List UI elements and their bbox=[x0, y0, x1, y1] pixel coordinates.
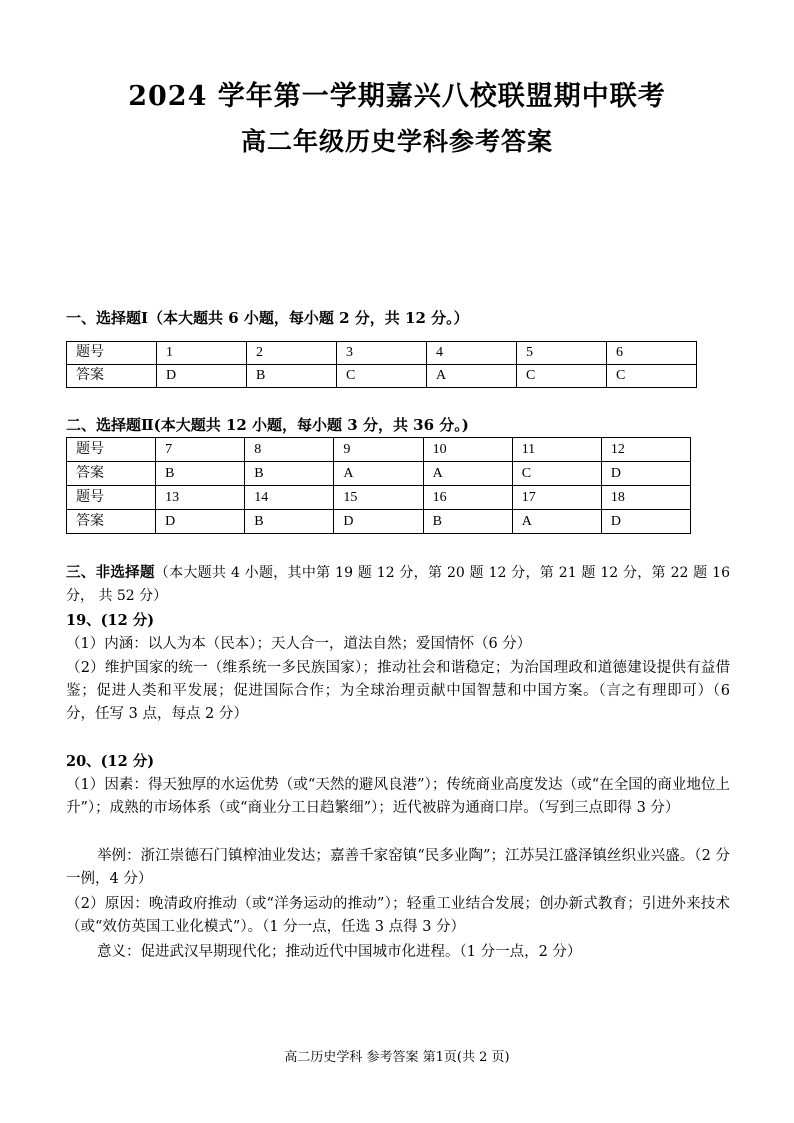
table-cell: 6 bbox=[607, 342, 697, 365]
table-cell: 18 bbox=[601, 486, 690, 510]
table-row bbox=[67, 365, 697, 388]
table-cell: C bbox=[337, 365, 427, 388]
table-cell: D bbox=[157, 365, 247, 388]
table-cell: 题号 bbox=[67, 438, 156, 462]
table-cell: B bbox=[247, 365, 337, 388]
q19-title: 19、(12 分) bbox=[66, 612, 155, 629]
table-cell: B bbox=[245, 462, 334, 486]
table-cell: 8 bbox=[245, 438, 334, 462]
section2-heading: 二、选择题Ⅱ(本大题共 12 小题，每小题 3 分，共 36 分。) bbox=[66, 416, 469, 434]
table-cell: 10 bbox=[423, 438, 512, 462]
table-cell: C bbox=[517, 365, 607, 388]
q19-part2: （2）维护国家的统一（维系统一多民族国家）；推动社会和谐稳定；为治国理政和道德建设提供有益借鉴；促进人类和平发展；促进国际合作；为全球治理贡献中国智慧和中国方案。（言之有理即可）（6 分，任写 3 点，每点 2 分） bbox=[66, 660, 730, 722]
table-cell: A bbox=[423, 462, 512, 486]
table-cell: 5 bbox=[517, 342, 607, 365]
table-row bbox=[67, 510, 691, 534]
table-row bbox=[67, 342, 697, 365]
table-row bbox=[67, 486, 691, 510]
section2-answer-table bbox=[66, 437, 691, 534]
section3-heading bbox=[66, 561, 730, 608]
table-cell: C bbox=[607, 365, 697, 388]
q20-part1: （1）因素：得天独厚的水运优势（或“天然的避风良港”）；传统商业高度发达（或“在全国的商业地位上升”）；成熟的市场体系（或“商业分工日趋繁细”）；近代被辟为通商口岸。（写到三点即得 3 分） bbox=[66, 777, 730, 816]
table-cell: 12 bbox=[601, 438, 690, 462]
table-cell: 16 bbox=[423, 486, 512, 510]
section1-heading: 一、选择题Ⅰ（本大题共 6 小题，每小题 2 分，共 12 分。） bbox=[66, 309, 469, 327]
q20-part2: （2）原因：晚清政府推动（或“洋务运动的推动”）；轻重工业结合发展；创办新式教育；引进外来技术（或“效仿英国工业化模式”）。（1 分一点，任选 3 点得 3 分） bbox=[66, 896, 730, 935]
table-cell: 9 bbox=[334, 438, 423, 462]
table-cell: A bbox=[512, 510, 601, 534]
table-cell: 题号 bbox=[67, 342, 157, 365]
table-cell: 11 bbox=[512, 438, 601, 462]
table-cell: 15 bbox=[334, 486, 423, 510]
table-cell: 14 bbox=[245, 486, 334, 510]
table-cell: 2 bbox=[247, 342, 337, 365]
table-cell: 答案 bbox=[67, 365, 157, 388]
table-cell: C bbox=[512, 462, 601, 486]
table-cell: B bbox=[156, 462, 245, 486]
answer-key-subtitle: 高二年级历史学科参考答案 bbox=[240, 127, 553, 156]
table-row bbox=[67, 438, 691, 462]
q19-part1: （1）内涵：以人为本（民本）；天人合一，道法自然；爱国情怀（6 分） bbox=[66, 636, 532, 652]
table-cell: B bbox=[423, 510, 512, 534]
table-cell: 答案 bbox=[67, 510, 156, 534]
section3-heading-detail: （本大题共 4 小题，其中第 19 题 12 分，第 20 题 12 分，第 21 题 12 分，第 22 题 16 分， 共 52 分） bbox=[66, 565, 731, 604]
table-cell: B bbox=[245, 510, 334, 534]
q20-significance: 意义：促进武汉早期现代化；推动近代中国城市化进程。（1 分一点，2 分） bbox=[97, 944, 582, 960]
q20-title: 20、(12 分) bbox=[66, 753, 155, 770]
table-cell: D bbox=[156, 510, 245, 534]
exam-title: 2024 学年第一学期嘉兴八校联盟期中联考 bbox=[128, 81, 666, 112]
table-cell: D bbox=[601, 510, 690, 534]
table-cell: 1 bbox=[157, 342, 247, 365]
section3-heading-label: 三、非选择题 bbox=[66, 564, 155, 581]
table-cell: 13 bbox=[156, 486, 245, 510]
q20-examples: 举例：浙江崇德石门镇榨油业发达；嘉善千家窑镇“民多业陶”；江苏吴江盛泽镇丝织业兴盛。（2 分一例，4 分） bbox=[66, 848, 730, 887]
section1-answer-table bbox=[66, 341, 697, 388]
table-cell: D bbox=[334, 510, 423, 534]
table-cell: 4 bbox=[427, 342, 517, 365]
table-cell: 3 bbox=[337, 342, 427, 365]
table-cell: 17 bbox=[512, 486, 601, 510]
table-cell: 题号 bbox=[67, 486, 156, 510]
table-cell: 7 bbox=[156, 438, 245, 462]
table-cell: 答案 bbox=[67, 462, 156, 486]
table-cell: D bbox=[601, 462, 690, 486]
table-cell: A bbox=[334, 462, 423, 486]
table-cell: A bbox=[427, 365, 517, 388]
page-footer: 高二历史学科 参考答案 第1页(共 2 页) bbox=[284, 1050, 510, 1065]
table-row bbox=[67, 462, 691, 486]
